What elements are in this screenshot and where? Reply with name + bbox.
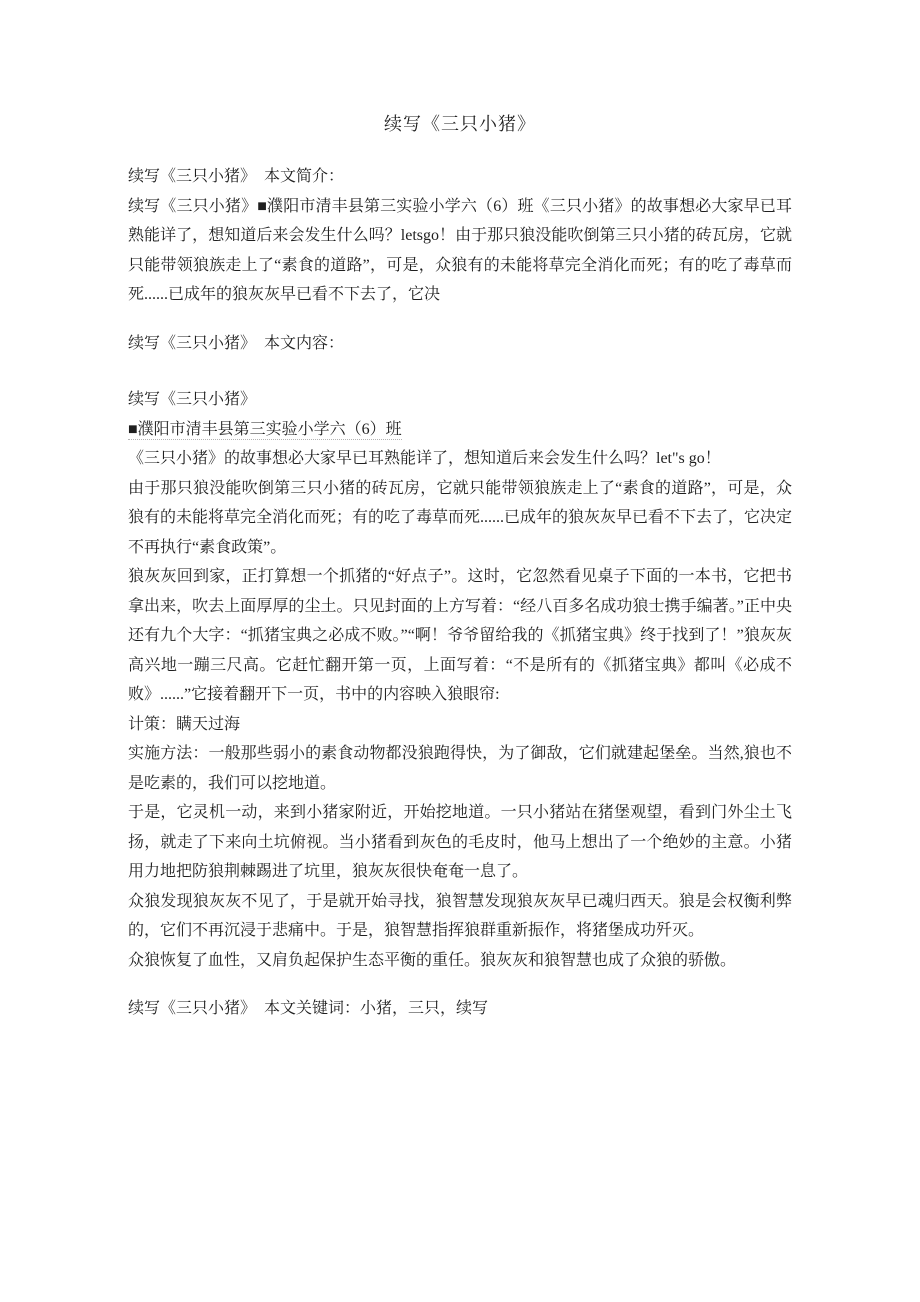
- byline-line: [128, 415, 792, 445]
- body-paragraphs: [128, 444, 792, 975]
- document-content: [128, 110, 792, 1024]
- page-title: 续写《三只小猪》: [384, 114, 536, 134]
- byline: ■濮阳市清丰县第三实验小学六（6）班: [128, 420, 402, 438]
- content-heading: 续写《三只小猪》: [128, 391, 257, 408]
- content-label: 续写《三只小猪》 本文内容：: [128, 334, 345, 352]
- body-paragraph: 于是，它灵机一动，来到小猪家附近，开始挖地道。一只小猪站在猪堡观望，看到门外尘土飞扬，就走了下来向土坑俯视。当小猪看到灰色的毛皮时，他马上想出了一个绝妙的主意。小猪用力地把防狼荆棘踢进了坑里，狼灰灰很快奄奄一息了。: [128, 804, 792, 880]
- intro-label: 续写《三只小猪》 本文简介：: [128, 168, 345, 185]
- body-paragraph: 由于那只狼没能吹倒第三只小猪的砖瓦房，它就只能带领狼族走上了“素食的道路”，可是，众狼有的未能将草完全消化而死；有的吃了毒草而死......已成年的狼灰灰早已看不下去了，它决定不再执行“素食政策”。: [128, 479, 793, 556]
- body-paragraph: 狼灰灰回到家，正打算想一个抓猪的“好点子”。这时，它忽然看见桌子下面的一本书，它把书拿出来，吹去上面厚厚的尘土。只见封面的上方写着：“经八百多名成功狼士携手编著。”正中央还有九个大字：“抓猪宝典之必成不败。”“啊！爷爷留给我的《抓猪宝典》终于找到了！”狼灰灰高兴地一蹦三尺高。它赶忙翻开第一页，上面写着：“不是所有的《抓猪宝典》都叫《必成不败》......”它接着翻开下一页，书中的内容映入狼眼帘:: [128, 568, 792, 703]
- body-paragraph: 《三只小猪》的故事想必大家早已耳熟能详了，想知道后来会发生什么吗？let"s go！: [128, 450, 721, 467]
- intro-text: 续写《三只小猪》■濮阳市清丰县第三实验小学六（6）班《三只小猪》的故事想必大家早已耳熟能详了，想知道后来会发生什么吗？letsgo！由于那只狼没能吹倒第三只小猪的砖瓦房，它就只能带领狼族走上了“素食的道路”，可是，众狼有的未能将草完全消化而死；有的吃了毒草而死......已成年的狼灰灰早已看不下去了，它决: [128, 197, 792, 303]
- body-paragraph: 众狼发现狼灰灰不见了，于是就开始寻找，狼智慧发现狼灰灰早已魂归西天。狼是会权衡利弊的，它们不再沉浸于悲痛中。于是，狼智慧指挥狼群重新振作，将猪堡成功歼灭。: [128, 892, 792, 939]
- body-paragraph: 实施方法：一般那些弱小的素食动物都没狼跑得快，为了御敌，它们就建起堡垒。当然,狼也不是吃素的，我们可以挖地道。: [128, 745, 792, 792]
- keywords-label: 续写《三只小猪》 本文关键词：小猪，三只，续写: [128, 1000, 489, 1017]
- body-paragraph: 众狼恢复了血性，又肩负起保护生态平衡的重任。狼灰灰和狼智慧也成了众狼的骄傲。: [128, 951, 737, 969]
- body-paragraph: 计策：瞒天过海: [128, 715, 241, 733]
